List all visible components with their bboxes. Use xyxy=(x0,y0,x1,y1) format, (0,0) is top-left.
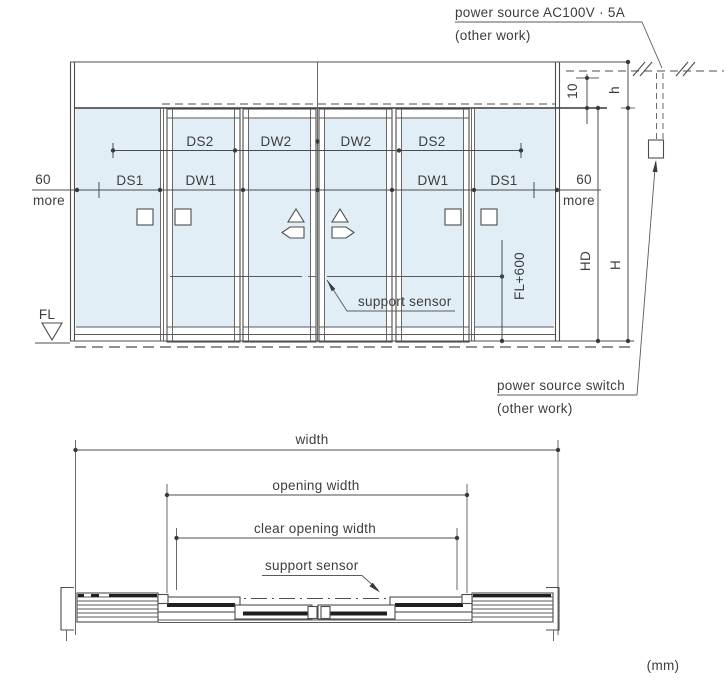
plan-assembly xyxy=(61,588,559,642)
elevation-view xyxy=(32,5,724,416)
dim-label-h-small: h xyxy=(607,86,622,94)
power-switch-note: (other work) xyxy=(497,401,573,416)
dim-label-ds1-right: DS1 xyxy=(490,173,518,188)
dim-label-ds2-right: DS2 xyxy=(418,134,446,149)
plan-fixed-left xyxy=(77,593,158,622)
width-label: width xyxy=(295,432,329,447)
support-sensor-label: support sensor xyxy=(358,294,452,309)
plan-meeting-stile-left xyxy=(308,607,317,619)
ceiling-hatch-icon xyxy=(633,62,695,76)
dim-label-hd: HD xyxy=(578,250,593,272)
level-triangle-icon xyxy=(42,323,62,340)
opening-width-dimension xyxy=(165,478,469,497)
clear-opening-width-dimension xyxy=(174,521,459,540)
clearance-left-value: 60 xyxy=(35,172,51,187)
sensor-height-label: FL+600 xyxy=(512,252,527,300)
plan-connector-left xyxy=(158,595,168,604)
clearance-left-qualifier: more xyxy=(33,193,65,208)
clear-opening-width-label: clear opening width xyxy=(253,521,377,536)
dim-label-dw1-right: DW1 xyxy=(417,173,449,188)
dim-label-dw2-left: DW2 xyxy=(260,134,292,149)
dim-label-dw2-right: DW2 xyxy=(340,134,372,149)
switch-leader-arrow-icon xyxy=(653,160,658,172)
power-switch-label: power source switch xyxy=(497,378,625,393)
plan-connector-right xyxy=(462,595,472,604)
dim-label-ds2-left: DS2 xyxy=(186,134,214,149)
plan-dw1-left xyxy=(158,597,240,612)
plan-dw2-left xyxy=(235,605,312,619)
plan-view xyxy=(61,432,560,641)
unit-note: (mm) xyxy=(646,658,680,673)
dim-label-h-total: H xyxy=(608,259,623,271)
plan-fixed-right xyxy=(472,593,553,622)
floor-label: FL xyxy=(38,307,56,322)
opening-width-label: opening width xyxy=(272,478,360,493)
dim-label-ds1-left: DS1 xyxy=(116,173,144,188)
dim-label-dw1-left: DW1 xyxy=(185,173,217,188)
support-sensor-plan-label: support sensor xyxy=(265,558,359,573)
support-sensor-plan-callout xyxy=(262,558,380,593)
plan-meeting-stile-right xyxy=(321,607,330,619)
power-source-label: power source AC100V · 5A xyxy=(455,5,626,20)
switch-box xyxy=(649,140,664,158)
clearance-right-value: 60 xyxy=(576,172,592,187)
dim-label-10: 10 xyxy=(565,83,580,99)
power-source-note: (other work) xyxy=(455,28,531,43)
plan-dw1-right xyxy=(390,597,472,612)
clearance-right-qualifier: more xyxy=(563,193,595,208)
plan-jamb-left xyxy=(61,588,74,642)
width-dimension xyxy=(73,432,560,452)
